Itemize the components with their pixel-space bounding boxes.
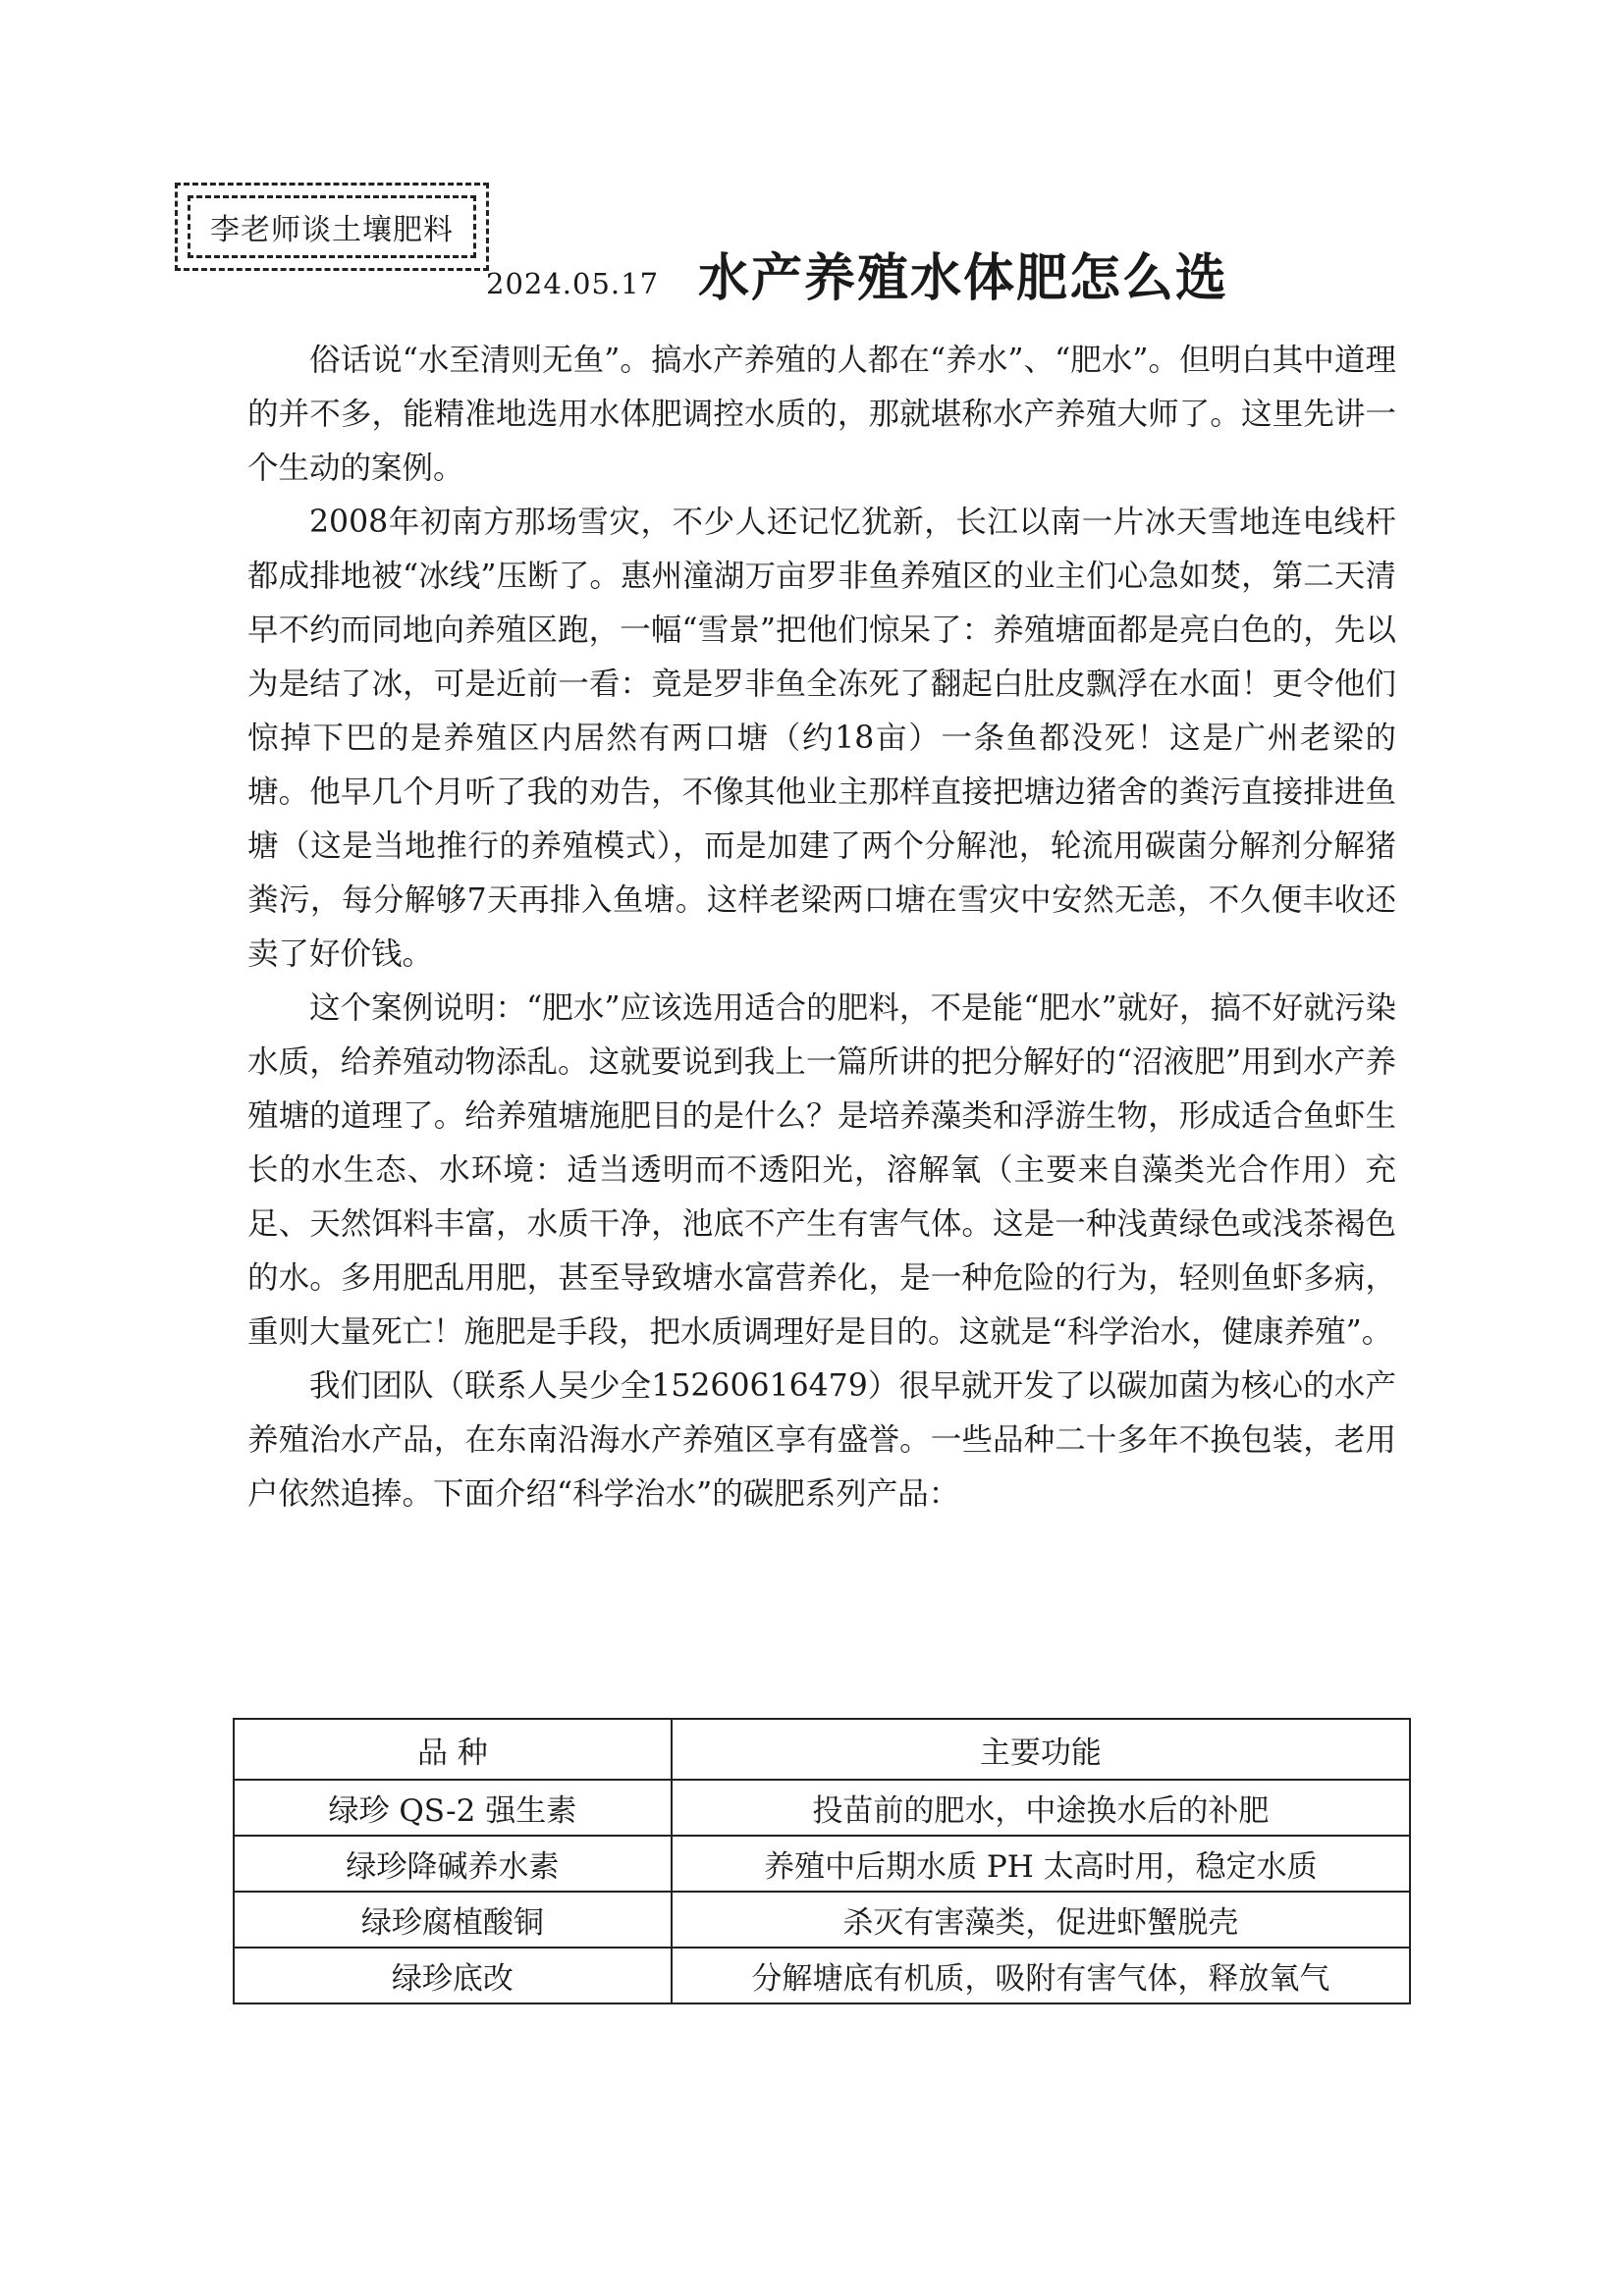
- article-body: [247, 334, 1396, 1522]
- product-name: 绿珍腐植酸铜: [234, 1892, 672, 1948]
- table-row: [234, 1948, 1410, 2003]
- product-function: 分解塘底有机质，吸附有害气体，释放氧气: [672, 1948, 1410, 2003]
- table-header-row: [234, 1719, 1410, 1780]
- column-tag-box: [175, 183, 489, 271]
- product-name: 绿珍底改: [234, 1948, 672, 2003]
- article-date: 2024.05.17: [486, 267, 660, 300]
- header-variety: 品 种: [234, 1719, 672, 1780]
- table-row: [234, 1892, 1410, 1948]
- column-tag-label: 李老师谈土壤肥料: [188, 195, 476, 258]
- product-name: 绿珍降碱养水素: [234, 1836, 672, 1892]
- table-row: [234, 1836, 1410, 1892]
- product-function: 投苗前的肥水，中途换水后的补肥: [672, 1780, 1410, 1836]
- header-function: 主要功能: [672, 1719, 1410, 1780]
- paragraph-4: 我们团队（联系人吴少全15260616479）很早就开发了以碳加菌为核心的水产养殖治水产品，在东南沿海水产养殖区享有盛誉。一些品种二十多年不换包装，老用户依然追捧。下面介绍“科学治水”的碳肥系列产品：: [247, 1368, 1396, 1512]
- product-table: [233, 1718, 1411, 2004]
- paragraph-1: 俗话说“水至清则无鱼”。搞水产养殖的人都在“养水”、“肥水”。但明白其中道理的并不多，能精准地选用水体肥调控水质的，那就堪称水产养殖大师了。这里先讲一个生动的案例。: [247, 343, 1396, 486]
- product-function: 杀灭有害藻类，促进虾蟹脱壳: [672, 1892, 1410, 1948]
- article-header: [486, 236, 1229, 308]
- paragraph-2: 2008年初南方那场雪灾，不少人还记忆犹新，长江以南一片冰天雪地连电线杆都成排地被“冰线”压断了。惠州潼湖万亩罗非鱼养殖区的业主们心急如焚，第二天清早不约而同地向养殖区跑，一幅“雪景”把他们惊呆了：养殖塘面都是亮白色的，先以为是结了冰，可是近前一看：竟是罗非鱼全冻死了翻起白肚皮飘浮在水面！更令他们惊掉下巴的是养殖区内居然有两口塘（约18亩）一条鱼都没死！这是广州老梁的塘。他早几个月听了我的劝告，不像其他业主那样直接把塘边猪舍的粪污直接排进鱼塘（这是当地推行的养殖模式），而是加建了两个分解池，轮流用碳菌分解剂分解猪粪污，每分解够7天再排入鱼塘。这样老梁两口塘在雪灾中安然无恙，不久便丰收还卖了好价钱。: [247, 505, 1396, 972]
- product-function: 养殖中后期水质 PH 太高时用，稳定水质: [672, 1836, 1410, 1892]
- table-row: [234, 1780, 1410, 1836]
- paragraph-3: 这个案例说明：“肥水”应该选用适合的肥料，不是能“肥水”就好，搞不好就污染水质，给养殖动物添乱。这就要说到我上一篇所讲的把分解好的“沼液肥”用到水产养殖塘的道理了。给养殖塘施肥目的是什么？是培养藻类和浮游生物，形成适合鱼虾生长的水生态、水环境：适当透明而不透阳光，溶解氧（主要来自藻类光合作用）充足、天然饵料丰富，水质干净，池底不产生有害气体。这是一种浅黄绿色或浅茶褐色的水。多用肥乱用肥，甚至导致塘水富营养化，是一种危险的行为，轻则鱼虾多病，重则大量死亡！施肥是手段，把水质调理好是目的。这就是“科学治水，健康养殖”。: [247, 990, 1396, 1350]
- product-name: 绿珍 QS-2 强生素: [234, 1780, 672, 1836]
- article-title: 水产养殖水体肥怎么选: [698, 249, 1229, 308]
